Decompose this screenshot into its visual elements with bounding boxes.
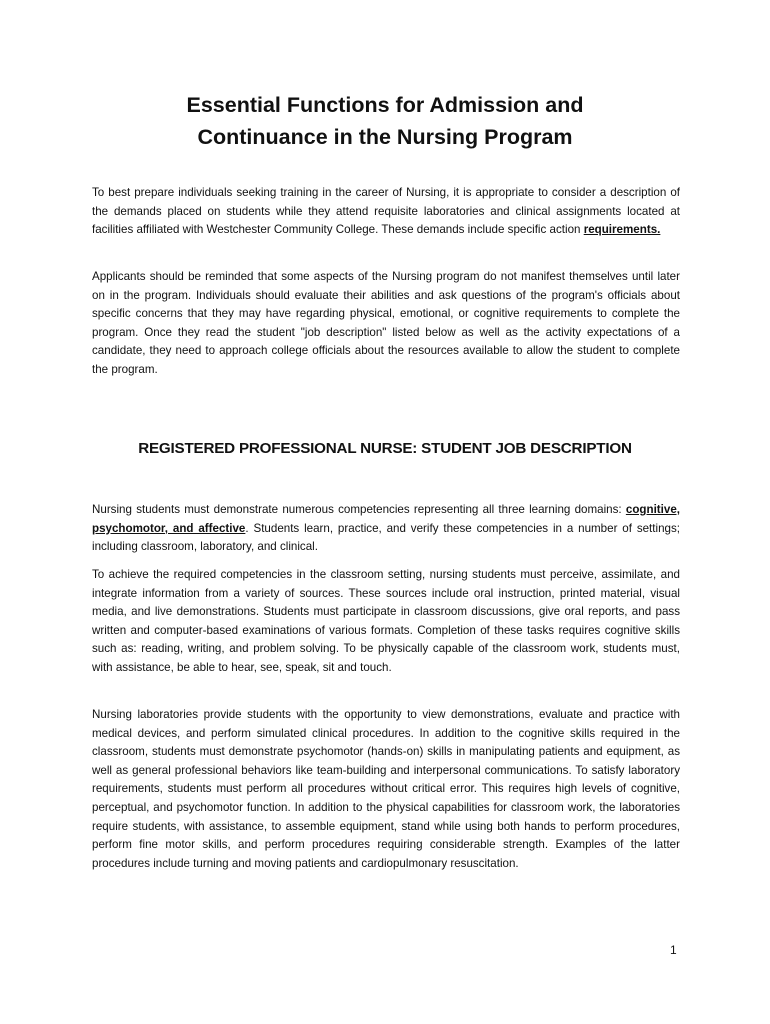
classroom-paragraph: To achieve the required competencies in the classroom setting, nursing students must perceive, assimilate, and integrate information from a variety of sources. These sources include oral instruction, printed material, visual media, and live demonstrations. Students must participate in classroom discussions, give oral reports, and pass written and computer-based examinations of various formats. Completion of these tasks requires cognitive skills such as: reading, writing, and problem solving. To be physically capable of the classroom work, students must, with assistance, be able to hear, see, speak, sit and touch. [92, 568, 680, 674]
intro-paragraph [92, 184, 680, 240]
domains-text-after: . Students learn, practice, and verify these competencies in a number of settings; including classroom, laboratory, and clinical. [92, 521, 680, 554]
domains-text-before: Nursing students must demonstrate numerous competencies representing all three learning domains: [92, 503, 626, 516]
domains-paragraph [92, 501, 680, 557]
intro-text: To best prepare individuals seeking training in the career of Nursing, it is appropriate to consider a description of the demands placed on students while they attend requisite laboratories and clinical assignments located at facilities affiliated with Westchester Community College. These demands include specific action [92, 186, 680, 237]
applicants-paragraph: Applicants should be reminded that some aspects of the Nursing program do not manifest themselves until later on in the program. Individuals should evaluate their abilities and ask questions of the program's officials about specific concerns that they may have regarding physical, emotional, or cognitive requirements to complete the program. Once they read the student "job description" listed below as well as the activity expectations of a candidate, they need to approach college officials about the resources available to allow the student to complete the program. [92, 270, 680, 376]
laboratory-paragraph: Nursing laboratories provide students with the opportunity to view demonstrations, evaluate and practice with medical devices, and perform simulated clinical procedures. In addition to the cognitive skills required in the classroom, students must demonstrate psychomotor (hands-on) skills in manipulating patients and equipment, as well as general professional behaviors like team-building and interpersonal communications. To satisfy laboratory requirements, students must perform all procedures without critical error. This requires high levels of cognitive, perceptual, and psychomotor function. In addition to the physical capabilities for classroom work, the laboratories require students, with assistance, to assemble equipment, stand while using both hands to perform procedures, perform fine motor skills, and perform procedures requiring considerable strength. Examples of the latter procedures include turning and moving patients and cardiopulmonary resuscitation. [92, 708, 680, 870]
title-line-1: Essential Functions for Admission and [186, 93, 584, 117]
page-title [0, 89, 770, 153]
section-heading: REGISTERED PROFESSIONAL NURSE: STUDENT JOB DESCRIPTION [138, 440, 632, 457]
domains-emphasis: cognitive, psychomotor, and affective [92, 503, 680, 535]
intro-emphasis: requirements. [583, 223, 661, 237]
page-number: 1 [670, 943, 677, 957]
title-line-2: Continuance in the Nursing Program [197, 125, 573, 149]
